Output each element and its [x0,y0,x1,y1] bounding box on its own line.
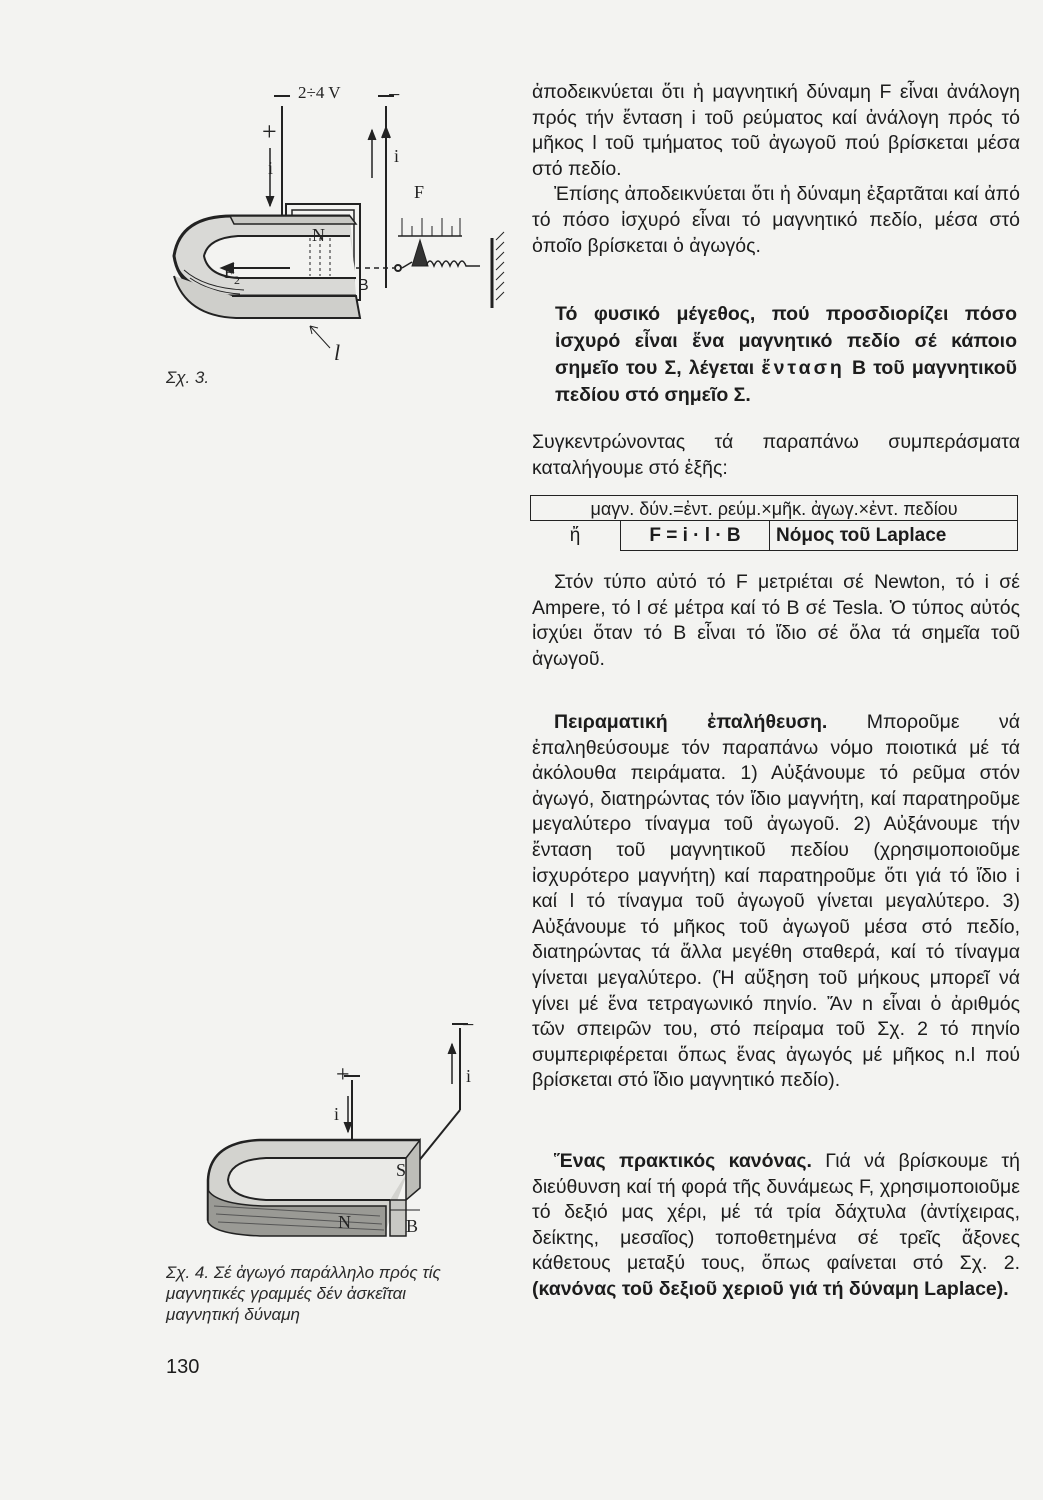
text-block-top [532,80,1020,259]
experiment-body: Μποροῦμε νά ἐπαληθεύσουμε τόν παραπάνω νόμο ποιοτικά μέ τά ἀκόλουθα πειράματα. 1) Αὐξάνουμε τό ρεῦμα στόν ἀγωγό, διατηρώντας τόν ἴδιο μαγνήτη, καί παρατηροῦμε μεγαλύτερο τίναγμα τοῦ ἀγωγοῦ. 2) Αὐξάνουμε τήν ἔνταση τοῦ μαγνητικοῦ πεδίου (χρησιμοποιοῦμε ἰσχυρότερο μαγνήτη) καί παρατηροῦμε ὅτι γιά τό ἴδιο i καί l τό τίναγμα τοῦ ἀγωγοῦ γίνεται μεγαλύτερο. 3) Αὐξάνουμε τό μῆκος τοῦ ἀγωγοῦ μέσα στό πεδίο, διατηρώντας τά ἄλλα μεγέθη σταθερά, καί τό τίναγμα γίνεται μεγαλύτερο. (Ἡ αὔξηση τοῦ μήκους μπορεῖ νά γίνει μέ ἕνα τετραγωνικό πηνίο. Ἄν n εἶναι ὁ ἀριθμός τῶν σπειρῶν του, στό πείραμα τοῦ Σχ. 2 τό πηνίο συμπεριφέρεται ὅπως ἕνας ἀγωγός μέ μῆκος n.l πού βρίσκεται στό ἴδιο μαγνητικό πεδίο). [532,711,1020,1092]
definition-paragraph [555,301,1017,409]
definition-term: ἔνταση [761,357,845,379]
fig3-force-label: F [414,182,425,202]
rule-bold-end: (κανόνας τοῦ δεξιοῦ χεριοῦ γιά τή δύναμη Laplace). [532,1277,1009,1300]
rule-heading: Ἕνας πρακτικός κανόνας. [554,1150,812,1172]
fig3-minus-label: − [388,82,401,107]
paragraph-proportionality: ἀποδεικνύεται ὅτι ἡ μαγνητική δύναμη F εἶναι ἀνάλογη πρός τήν ἔνταση i τοῦ ρεύματος καί ἀνάλογη πρός τό μῆκος l τοῦ τμήματος τοῦ ἀγωγοῦ πού βρίσκεται μέσα στό πεδίο. [532,81,1020,180]
definition-text-before: Τό φυσικό μέγεθος, πού προσδιορίζει πόσο ἰσχυρό εἶναι ἕνα μαγνητικό πεδίο σέ κάποιο σημεῖο του Σ, λέγεται [555,303,1017,379]
formula-equation: F = i · l · B [620,521,770,551]
paragraph-rule [532,1149,1020,1303]
formula-words: μαγν. δύν.=ἐντ. ρεύμ.×μῆκ. ἀγωγ.×ἐντ. πεδίου [530,495,1018,521]
fig3-field-label: B [358,277,369,294]
fig3-current-left-label: i [268,158,274,178]
figure-3-diagram [160,78,520,378]
fig4-plus-label: + [336,1062,350,1088]
formula-row [530,521,1018,551]
page-number: 130 [166,1356,200,1378]
fig4-field-label: B [406,1216,419,1236]
figure-4-caption-line-1: Σχ. 4. Σέ ἀγωγό παράλληλο πρός τίς [166,1263,441,1282]
fig4-current-left-label: i [334,1104,340,1124]
figure-4-caption-line-3: μαγνητική δύναμη [166,1305,300,1324]
figure-4-diagram [200,1010,490,1250]
figure-3-caption: Σχ. 3. [166,368,210,387]
fig3-force-left-sub: 2 [234,273,240,287]
fig3-voltage-label: 2÷4 V [298,83,341,102]
definition-block [555,301,1017,409]
definition-text-after: B τοῦ μαγνητικοῦ πεδίου στό σημεῖο Σ. [555,357,1017,406]
fig4-north-label: N [338,1212,351,1232]
fig4-minus-label: − [462,1012,475,1037]
formula-or: ἤ [569,525,581,546]
fig3-north-label: N [312,225,325,245]
text-block-experiment [532,710,1020,1094]
fig4-current-right-label: i [466,1066,472,1086]
formula-box [530,495,1018,551]
fig3-length-label: l [334,340,341,365]
fig3-current-right-label: i [394,146,400,166]
fig3-force-left-label: F [224,263,234,282]
fig4-south-label: S [396,1160,407,1180]
figure-4-caption-line-2: μαγνητικές γραμμές δέν ἀσκεῖται [166,1284,407,1303]
text-block-summary [532,430,1020,481]
paragraph-field-dependence: Ἐπίσης ἀποδεικνύεται ὅτι ἡ δύναμη ἐξαρτᾶται καί ἀπό τό πόσο ἰσχυρό εἶναι τό μαγνητικό πεδίο, μέσα στό ὁποῖο βρίσκεται ὁ ἀγωγός. [532,183,1020,257]
figure-4-caption [166,1262,506,1325]
text-block-units [532,570,1020,672]
text-block-rule [532,1149,1020,1303]
rule-body: Γιά νά βρίσκουμε τή διεύθυνση καί τή φορά τῆς δυνάμεως F, χρησιμοποιοῦμε τό δεξιό μας χέρι, μέ τά τρία δάχτυλα (ἀντίχειρας, δείκτης, μεσαῖος) τοποθετημένα σέ τρεῖς ἄξονες κάθετους μεταξύ τους, ὅπως φαίνεται στό Σχ. 2. [532,1150,1020,1275]
paragraph-summary: Συγκεντρώνοντας τά παραπάνω συμπεράσματα καταλήγουμε στό ἑξῆς: [532,431,1020,479]
paragraph-units: Στόν τύπο αὐτό τό F μετριέται σέ Newton, τό i σέ Ampere, τό l σέ μέτρα καί τό B σέ Tesla. Ὁ τύπος αὐτός ἰσχύει ὅταν τό B εἶναι τό ἴδιο σέ ὅλα τά σημεῖα τοῦ ἀγωγοῦ. [532,571,1020,670]
formula-law-name: Νόμος τοῦ Laplace [770,521,1018,551]
experiment-heading: Πειραματική ἐπαλήθευση. [554,711,828,733]
fig3-plus-label: + [262,117,277,146]
paragraph-experiment [532,710,1020,1094]
